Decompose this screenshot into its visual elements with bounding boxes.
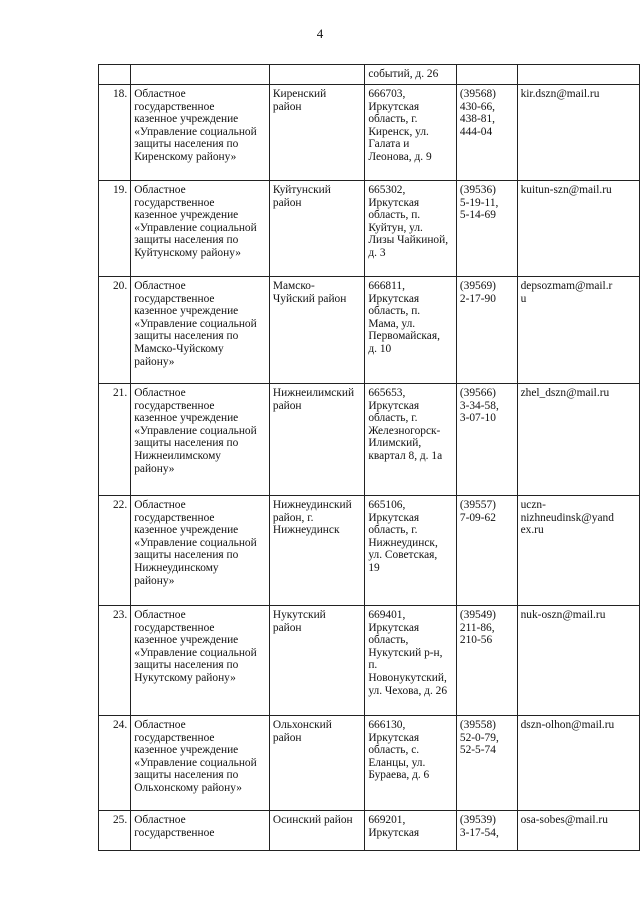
phone-cell: (39536) 5-19-11, 5-14-69 bbox=[456, 181, 517, 277]
institution-name-cell: Областное государственное казенное учреждение «Управление социальной защиты населения по Ольхонскому району» bbox=[131, 716, 270, 811]
institution-name-cell: Областное государственное казенное учреждение «Управление социальной защиты населения по Нижнеилимскому району» bbox=[131, 384, 270, 496]
table-row bbox=[99, 384, 640, 496]
table-row bbox=[99, 85, 640, 181]
email-cell: depsozmam@mail.r u bbox=[517, 277, 639, 384]
table-row bbox=[99, 277, 640, 384]
phone-cell: (39557) 7-09-62 bbox=[456, 496, 517, 606]
row-number-cell: 23. bbox=[99, 606, 131, 716]
table-row bbox=[99, 811, 640, 851]
district-cell: Нижнеилимский район bbox=[269, 384, 364, 496]
row-number-cell: 25. bbox=[99, 811, 131, 851]
institution-name-cell: Областное государственное казенное учреждение «Управление социальной защиты населения по Киренскому району» bbox=[131, 85, 270, 181]
row-number-cell: 24. bbox=[99, 716, 131, 811]
district-cell: Мамско- Чуйский район bbox=[269, 277, 364, 384]
district-cell: Ольхонский район bbox=[269, 716, 364, 811]
table-row bbox=[99, 496, 640, 606]
institution-name-cell: Областное государственное казенное учреждение «Управление социальной защиты населения по Мамско-Чуйскому району» bbox=[131, 277, 270, 384]
institution-name-cell: Областное государственное казенное учреждение «Управление социальной защиты населения по Нижнеудинскому району» bbox=[131, 496, 270, 606]
address-cell: 666130, Иркутская область, с. Еланцы, ул. Бураева, д. 6 bbox=[365, 716, 457, 811]
phone-cell: (39566) 3-34-58, 3-07-10 bbox=[456, 384, 517, 496]
row-number-cell: 22. bbox=[99, 496, 131, 606]
phone-cell: (39558) 52-0-79, 52-5-74 bbox=[456, 716, 517, 811]
email-cell: kuitun-szn@mail.ru bbox=[517, 181, 639, 277]
email-cell: zhel_dszn@mail.ru bbox=[517, 384, 639, 496]
address-cell: 665302, Иркутская область, п. Куйтун, ул. Лизы Чайкиной, д. 3 bbox=[365, 181, 457, 277]
email-cell: nuk-oszn@mail.ru bbox=[517, 606, 639, 716]
row-number-cell: 20. bbox=[99, 277, 131, 384]
phone-cell: (39549) 211-86, 210-56 bbox=[456, 606, 517, 716]
phone-cell: (39568) 430-66, 438-81, 444-04 bbox=[456, 85, 517, 181]
address-cell: 666811, Иркутская область, п. Мама, ул. Первомайская, д. 10 bbox=[365, 277, 457, 384]
table-row bbox=[99, 716, 640, 811]
address-cell: 665106, Иркутская область, г. Нижнеудинск, ул. Советская, 19 bbox=[365, 496, 457, 606]
district-cell: Осинский район bbox=[269, 811, 364, 851]
district-cell: Нукутский район bbox=[269, 606, 364, 716]
row-number-cell: 18. bbox=[99, 85, 131, 181]
address-cell: 669201, Иркутская bbox=[365, 811, 457, 851]
email-cell: uczn- nizhneudinsk@yand ex.ru bbox=[517, 496, 639, 606]
address-cell: 669401, Иркутская область, Нукутский р-н, п. Новонукутский, ул. Чехова, д. 26 bbox=[365, 606, 457, 716]
address-cell: 666703, Иркутская область, г. Киренск, ул. Галата и Леонова, д. 9 bbox=[365, 85, 457, 181]
institution-name-cell: Областное государственное казенное учреждение «Управление социальной защиты населения по Куйтунскому району» bbox=[131, 181, 270, 277]
email-cell: kir.dszn@mail.ru bbox=[517, 85, 639, 181]
row-number-cell: 21. bbox=[99, 384, 131, 496]
district-cell bbox=[269, 65, 364, 85]
institution-name-cell bbox=[131, 65, 270, 85]
institution-name-cell: Областное государственное казенное учреждение «Управление социальной защиты населения по Нукутскому району» bbox=[131, 606, 270, 716]
table-row-continuation bbox=[99, 65, 640, 85]
phone-cell: (39539) 3-17-54, bbox=[456, 811, 517, 851]
email-cell: dszn-olhon@mail.ru bbox=[517, 716, 639, 811]
email-cell: osa-sobes@mail.ru bbox=[517, 811, 639, 851]
address-cell: 665653, Иркутская область, г. Железногорск- Илимский, квартал 8, д. 1а bbox=[365, 384, 457, 496]
row-number-cell bbox=[99, 65, 131, 85]
phone-cell bbox=[456, 65, 517, 85]
district-cell: Киренский район bbox=[269, 85, 364, 181]
district-cell: Куйтунский район bbox=[269, 181, 364, 277]
page-number: 4 bbox=[316, 26, 324, 41]
district-cell: Нижнеудинский район, г. Нижнеудинск bbox=[269, 496, 364, 606]
row-number-cell: 19. bbox=[99, 181, 131, 277]
email-cell bbox=[517, 65, 639, 85]
phone-cell: (39569) 2-17-90 bbox=[456, 277, 517, 384]
address-cell: событий, д. 26 bbox=[365, 65, 457, 85]
table-row bbox=[99, 181, 640, 277]
table-row bbox=[99, 606, 640, 716]
institution-name-cell: Областное государственное bbox=[131, 811, 270, 851]
institutions-table bbox=[98, 64, 640, 851]
